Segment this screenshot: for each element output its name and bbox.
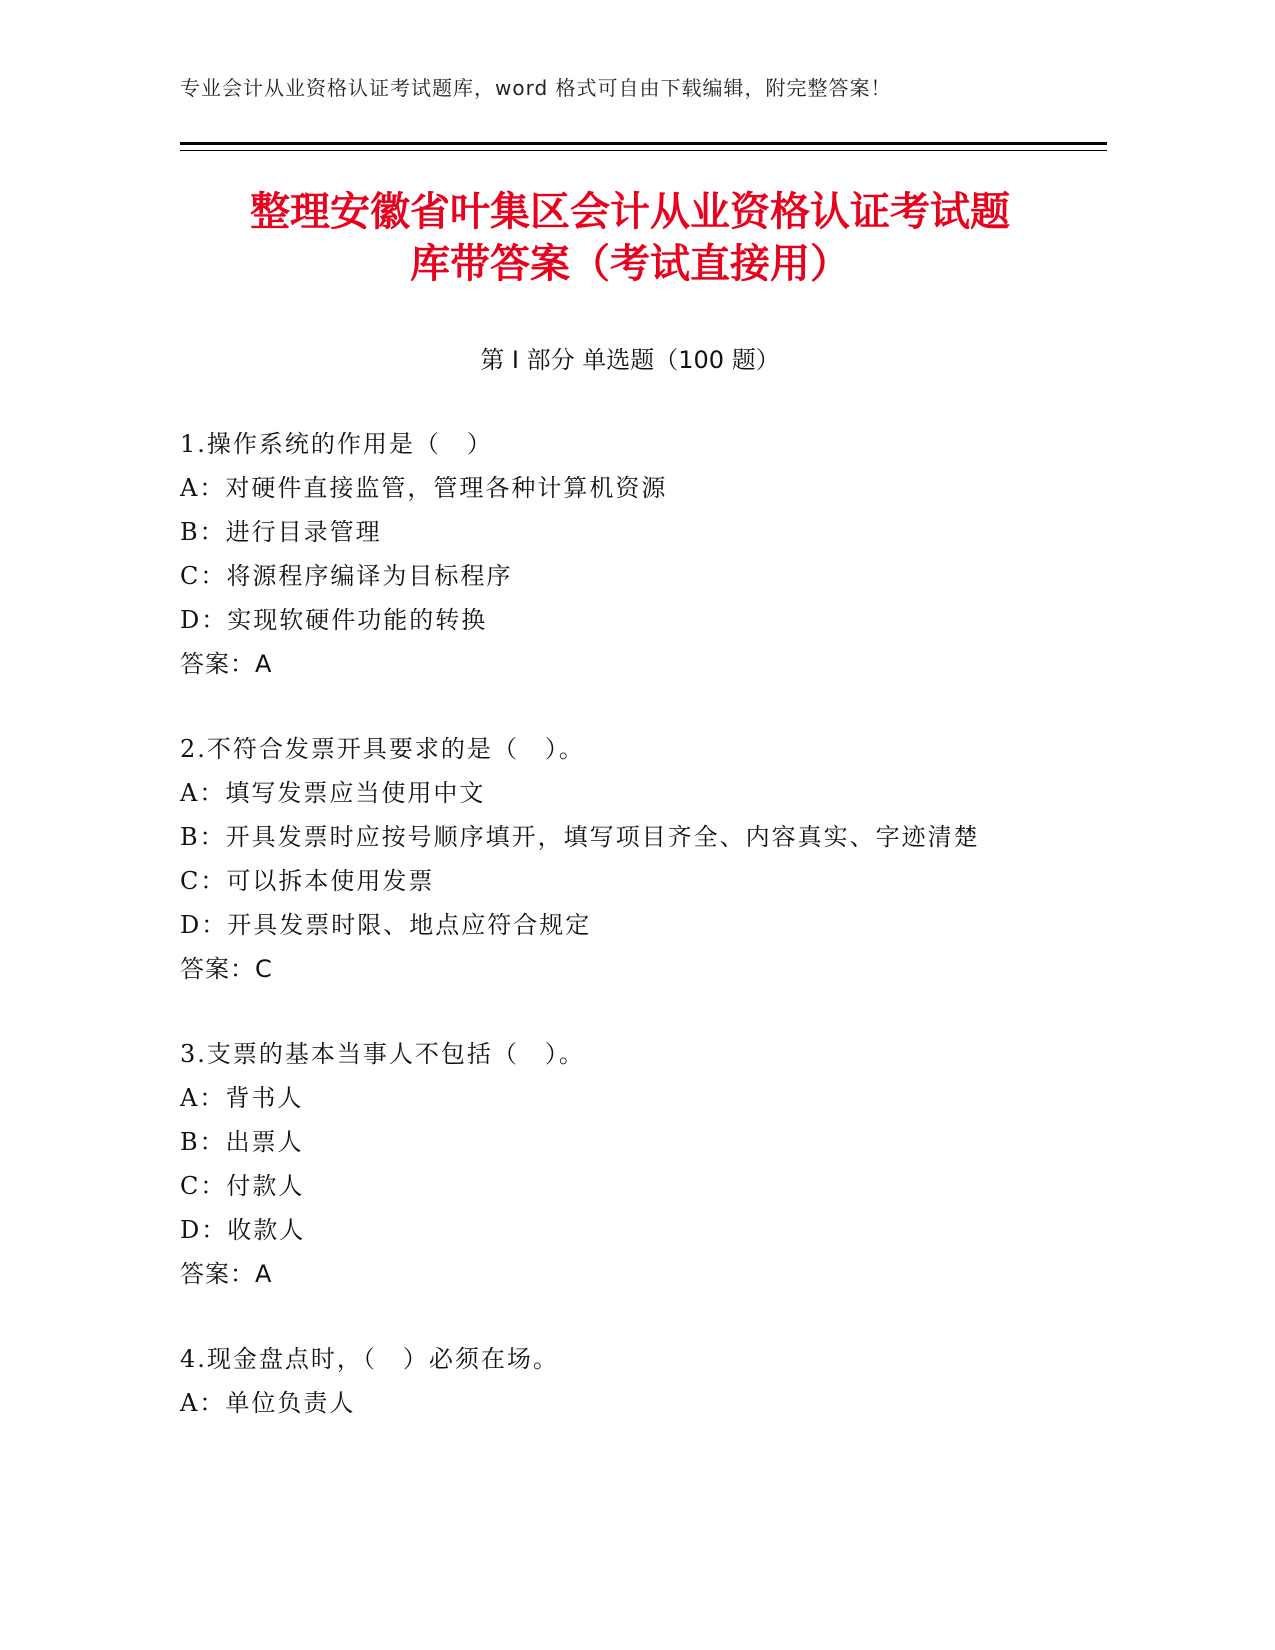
answer-line: 答案：C (180, 955, 273, 983)
document-title-line-2: 库带答案（考试直接用） (410, 241, 850, 287)
option-c: C：将源程序编译为目标程序 (180, 562, 513, 590)
question-4 (180, 1337, 1100, 1425)
option-c: C：可以拆本使用发票 (180, 867, 435, 895)
header-note: 专业会计从业资格认证考试题库，word 格式可自由下载编辑，附完整答案！ (180, 76, 892, 100)
header-rule-thick (180, 142, 1107, 145)
document-title-line-1: 整理安徽省叶集区会计从业资格认证考试题 (250, 189, 1010, 235)
question-stem: 2.不符合发票开具要求的是（ ）。 (180, 735, 585, 763)
question-list (180, 422, 1100, 1466)
question-2 (180, 727, 1100, 991)
option-d: D：开具发票时限、地点应符合规定 (180, 911, 592, 939)
question-stem: 1.操作系统的作用是（ ） (180, 430, 493, 458)
header-rule-thin (180, 150, 1107, 151)
option-b: B：进行目录管理 (180, 518, 382, 546)
section-title: 第 I 部分 单选题（100 题） (480, 346, 780, 374)
question-1 (180, 422, 1100, 686)
option-a: A：对硬件直接监管，管理各种计算机资源 (180, 474, 668, 502)
option-b: B：出票人 (180, 1128, 304, 1156)
option-a: A：背书人 (180, 1084, 304, 1112)
option-a: A：单位负责人 (180, 1389, 356, 1417)
question-stem: 4.现金盘点时，（ ）必须在场。 (180, 1345, 559, 1373)
option-d: D：实现软硬件功能的转换 (180, 606, 488, 634)
answer-line: 答案：A (180, 1260, 273, 1288)
question-3 (180, 1032, 1100, 1296)
question-stem: 3.支票的基本当事人不包括（ ）。 (180, 1040, 585, 1068)
option-b: B：开具发票时应按号顺序填开，填写项目齐全、内容真实、字迹清楚 (180, 823, 980, 851)
option-c: C：付款人 (180, 1172, 305, 1200)
answer-line: 答案：A (180, 650, 273, 678)
option-d: D：收款人 (180, 1216, 306, 1244)
document-title (180, 186, 1080, 290)
option-a: A：填写发票应当使用中文 (180, 779, 486, 807)
